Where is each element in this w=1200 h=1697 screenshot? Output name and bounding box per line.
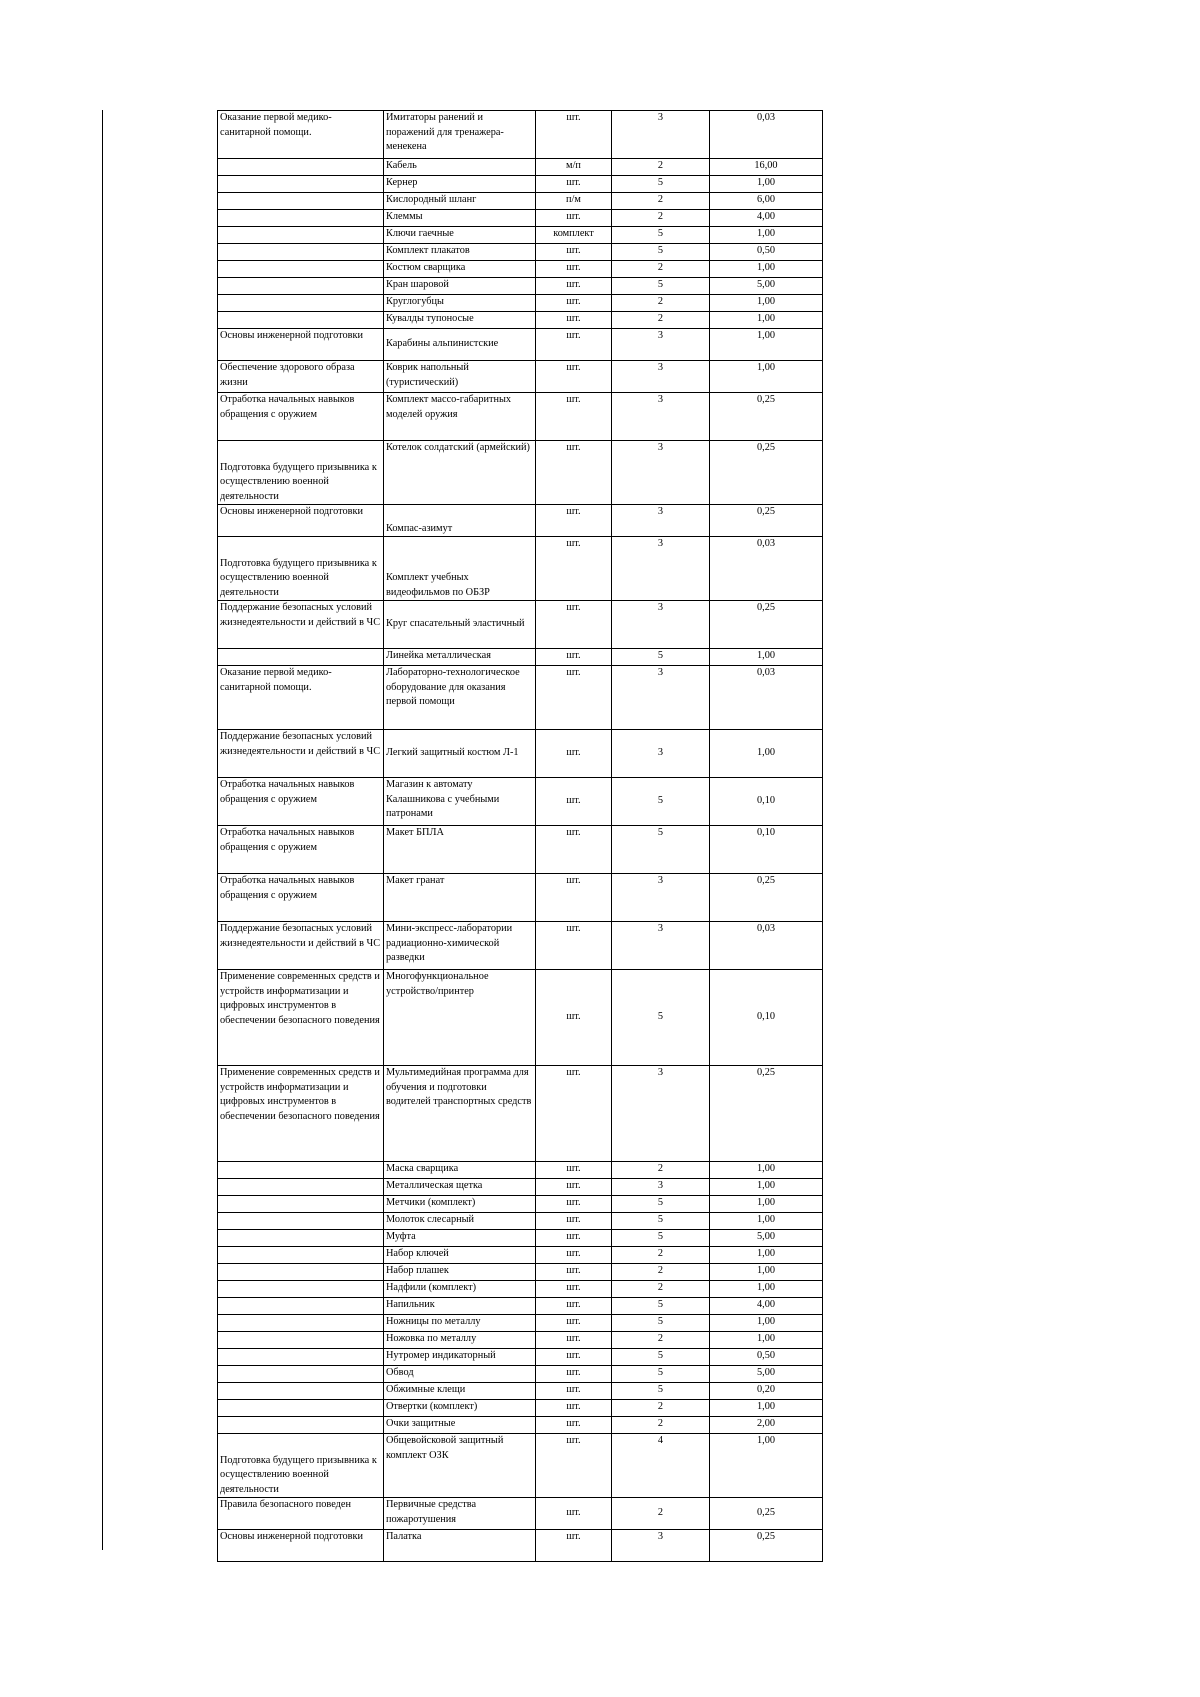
unit-cell: шт. [536,244,612,261]
quantity-cell: 3 [612,393,710,441]
norm-cell: 5,00 [710,278,823,295]
section-cell [218,1383,384,1400]
quantity-cell: 3 [612,922,710,970]
item-name-cell: Очки защитные [384,1417,536,1434]
unit-cell: шт. [536,1196,612,1213]
quantity-cell: 3 [612,111,710,159]
norm-cell: 16,00 [710,159,823,176]
table-row [218,970,823,1066]
norm-cell: 1,00 [710,1400,823,1417]
section-cell: Применение современных средств и устройств информатизации и цифровых инструментов в обеспечении безопасного поведения [218,1066,384,1162]
quantity-cell: 2 [612,261,710,278]
section-cell: Подготовка будущего призывника к осуществлению военной деятельности [218,441,384,505]
item-name-cell: Ключи гаечные [384,227,536,244]
quantity-cell: 5 [612,1315,710,1332]
section-cell [218,159,384,176]
section-cell [218,261,384,278]
norm-cell: 0,10 [710,970,823,1066]
section-cell [218,1298,384,1315]
norm-cell: 0,25 [710,1530,823,1562]
table-row [218,537,823,601]
item-name-cell: Круг спасательный эластичный [384,601,536,649]
unit-cell: шт. [536,176,612,193]
item-name-cell: Имитаторы ранений и поражений для тренажера-менекена [384,111,536,159]
section-cell [218,1400,384,1417]
table-row [218,278,823,295]
norm-cell: 1,00 [710,1264,823,1281]
section-cell: Отработка начальных навыков обращения с оружием [218,778,384,826]
item-name-cell: Металлическая щетка [384,1179,536,1196]
quantity-cell: 5 [612,176,710,193]
norm-cell: 5,00 [710,1230,823,1247]
section-cell [218,176,384,193]
unit-cell: шт. [536,649,612,666]
section-cell: Оказание первой медико-санитарной помощи. [218,111,384,159]
item-name-cell: Обжимные клещи [384,1383,536,1400]
quantity-cell: 2 [612,1247,710,1264]
quantity-cell: 5 [612,970,710,1066]
quantity-cell: 2 [612,1162,710,1179]
table-row [218,1230,823,1247]
unit-cell: шт. [536,1162,612,1179]
table-row [218,730,823,778]
table-row [218,1434,823,1498]
section-cell: Поддержание безопасных условий жизнедеятельности и действий в ЧС [218,922,384,970]
section-cell: Поддержание безопасных условий жизнедеятельности и действий в ЧС [218,730,384,778]
section-cell [218,1315,384,1332]
item-name-cell: Общевойсковой защитный комплект ОЗК [384,1434,536,1498]
norm-cell: 1,00 [710,329,823,361]
table-row [218,666,823,730]
norm-cell: 1,00 [710,649,823,666]
norm-cell: 1,00 [710,295,823,312]
quantity-cell: 3 [612,601,710,649]
norm-cell: 1,00 [710,361,823,393]
item-name-cell: Макет БПЛА [384,826,536,874]
unit-cell: шт. [536,210,612,227]
section-cell: Подготовка будущего призывника к осуществлению военной деятельности [218,1434,384,1498]
section-cell [218,1247,384,1264]
unit-cell: шт. [536,1281,612,1298]
section-cell: Поддержание безопасных условий жизнедеятельности и действий в ЧС [218,601,384,649]
item-name-cell: Надфили (комплект) [384,1281,536,1298]
table-row [218,874,823,922]
unit-cell: шт. [536,1298,612,1315]
item-name-cell: Мини-экспресс-лаборатории радиационно-химической разведки [384,922,536,970]
norm-cell: 0,20 [710,1383,823,1400]
quantity-cell: 5 [612,649,710,666]
quantity-cell: 2 [612,1264,710,1281]
section-cell [218,193,384,210]
table-row [218,1530,823,1562]
item-name-cell: Макет гранат [384,874,536,922]
quantity-cell: 3 [612,1179,710,1196]
section-cell [218,1332,384,1349]
table-row [218,329,823,361]
unit-cell: шт. [536,730,612,778]
item-name-cell: Лабораторно-технологическое оборудование для оказания первой помощи [384,666,536,730]
norm-cell: 0,03 [710,922,823,970]
norm-cell: 1,00 [710,730,823,778]
quantity-cell: 3 [612,537,710,601]
item-name-cell: Магазин к автомату Калашникова с учебными патронами [384,778,536,826]
item-name-cell: Ножницы по металлу [384,1315,536,1332]
item-name-cell: Ножовка по металлу [384,1332,536,1349]
table-row [218,227,823,244]
section-cell [218,244,384,261]
item-name-cell: Коврик напольный (туристический) [384,361,536,393]
item-name-cell: Кислородный шланг [384,193,536,210]
unit-cell: шт. [536,1366,612,1383]
unit-cell: шт. [536,361,612,393]
norm-cell: 1,00 [710,176,823,193]
table-row [218,193,823,210]
norm-cell: 0,25 [710,441,823,505]
norm-cell: 1,00 [710,1179,823,1196]
quantity-cell: 5 [612,1230,710,1247]
table-row [218,361,823,393]
section-cell: Отработка начальных навыков обращения с оружием [218,393,384,441]
unit-cell: шт. [536,278,612,295]
section-cell [218,1366,384,1383]
unit-cell: м/п [536,159,612,176]
table-row [218,1383,823,1400]
norm-cell: 0,25 [710,393,823,441]
norm-cell: 0,50 [710,1349,823,1366]
table-row [218,649,823,666]
norm-cell: 6,00 [710,193,823,210]
table-row [218,159,823,176]
unit-cell: шт. [536,601,612,649]
quantity-cell: 3 [612,361,710,393]
table-row [218,1213,823,1230]
unit-cell: шт. [536,874,612,922]
quantity-cell: 5 [612,1196,710,1213]
norm-cell: 1,00 [710,312,823,329]
section-cell [218,1349,384,1366]
table-row [218,1400,823,1417]
table-row [218,1417,823,1434]
unit-cell: шт. [536,778,612,826]
table-row [218,505,823,537]
norm-cell: 1,00 [710,227,823,244]
unit-cell: шт. [536,1213,612,1230]
equipment-table [217,110,823,1562]
quantity-cell: 5 [612,244,710,261]
item-name-cell: Отвертки (комплект) [384,1400,536,1417]
unit-cell: шт. [536,295,612,312]
unit-cell: шт. [536,1247,612,1264]
quantity-cell: 2 [612,193,710,210]
item-name-cell: Кувалды тупоносые [384,312,536,329]
item-name-cell: Линейка металлическая [384,649,536,666]
unit-cell: шт. [536,1179,612,1196]
item-name-cell: Маска сварщика [384,1162,536,1179]
table-row [218,1366,823,1383]
table-row [218,1349,823,1366]
quantity-cell: 2 [612,1281,710,1298]
unit-cell: комплект [536,227,612,244]
norm-cell: 1,00 [710,1332,823,1349]
table-row [218,1179,823,1196]
norm-cell: 0,25 [710,505,823,537]
unit-cell: шт. [536,312,612,329]
item-name-cell: Карабины альпинистские [384,329,536,361]
section-cell [218,1417,384,1434]
table-row [218,922,823,970]
section-cell: Отработка начальных навыков обращения с оружием [218,826,384,874]
norm-cell: 1,00 [710,1213,823,1230]
quantity-cell: 3 [612,329,710,361]
unit-cell: шт. [536,922,612,970]
norm-cell: 4,00 [710,1298,823,1315]
item-name-cell: Круглогубцы [384,295,536,312]
quantity-cell: 5 [612,1383,710,1400]
item-name-cell: Набор плашек [384,1264,536,1281]
section-cell [218,1162,384,1179]
quantity-cell: 3 [612,441,710,505]
unit-cell: шт. [536,1315,612,1332]
section-cell [218,1281,384,1298]
section-cell [218,227,384,244]
unit-cell: шт. [536,1530,612,1562]
table-row [218,393,823,441]
quantity-cell: 2 [612,1400,710,1417]
unit-cell: шт. [536,826,612,874]
section-cell [218,278,384,295]
unit-cell: шт. [536,261,612,278]
quantity-cell: 5 [612,1349,710,1366]
section-cell [218,1230,384,1247]
quantity-cell: 2 [612,1417,710,1434]
norm-cell: 2,00 [710,1417,823,1434]
item-name-cell: Многофункциональное устройство/принтер [384,970,536,1066]
item-name-cell: Кран шаровой [384,278,536,295]
table-row [218,441,823,505]
section-cell [218,312,384,329]
unit-cell: шт. [536,441,612,505]
table-row [218,601,823,649]
section-cell: Подготовка будущего призывника к осуществлению военной деятельности [218,537,384,601]
item-name-cell: Костюм сварщика [384,261,536,278]
norm-cell: 0,25 [710,1066,823,1162]
table-row [218,1162,823,1179]
table-row [218,826,823,874]
unit-cell: шт. [536,1332,612,1349]
table-row [218,295,823,312]
norm-cell: 0,10 [710,778,823,826]
unit-cell: шт. [536,505,612,537]
table-row [218,778,823,826]
unit-cell: п/м [536,193,612,210]
norm-cell: 0,25 [710,874,823,922]
unit-cell: шт. [536,1498,612,1530]
item-name-cell: Напильник [384,1298,536,1315]
table-row [218,261,823,278]
quantity-cell: 2 [612,312,710,329]
norm-cell: 0,10 [710,826,823,874]
item-name-cell: Набор ключей [384,1247,536,1264]
unit-cell: шт. [536,1417,612,1434]
quantity-cell: 2 [612,1332,710,1349]
item-name-cell: Котелок солдатский (армейский) [384,441,536,505]
item-name-cell: Компас-азимут [384,505,536,537]
item-name-cell: Палатка [384,1530,536,1562]
table-row [218,210,823,227]
item-name-cell: Комплект плакатов [384,244,536,261]
quantity-cell: 5 [612,826,710,874]
table-row [218,1264,823,1281]
quantity-cell: 3 [612,666,710,730]
quantity-cell: 5 [612,227,710,244]
section-cell: Отработка начальных навыков обращения с оружием [218,874,384,922]
table-row [218,1298,823,1315]
norm-cell: 4,00 [710,210,823,227]
table-row [218,1281,823,1298]
quantity-cell: 3 [612,874,710,922]
quantity-cell: 3 [612,505,710,537]
unit-cell: шт. [536,1400,612,1417]
quantity-cell: 2 [612,210,710,227]
item-name-cell: Обвод [384,1366,536,1383]
unit-cell: шт. [536,1230,612,1247]
section-cell: Основы инженерной подготовки [218,1530,384,1562]
norm-cell: 1,00 [710,1281,823,1298]
quantity-cell: 4 [612,1434,710,1498]
norm-cell: 0,03 [710,111,823,159]
section-cell [218,295,384,312]
section-cell: Применение современных средств и устройств информатизации и цифровых инструментов в обеспечении безопасного поведения [218,970,384,1066]
norm-cell: 1,00 [710,261,823,278]
quantity-cell: 5 [612,778,710,826]
quantity-cell: 5 [612,278,710,295]
norm-cell: 1,00 [710,1247,823,1264]
item-name-cell: Кабель [384,159,536,176]
quantity-cell: 3 [612,1530,710,1562]
table-row [218,1196,823,1213]
unit-cell: шт. [536,1383,612,1400]
norm-cell: 5,00 [710,1366,823,1383]
quantity-cell: 2 [612,159,710,176]
unit-cell: шт. [536,537,612,601]
norm-cell: 1,00 [710,1162,823,1179]
table-row [218,1247,823,1264]
unit-cell: шт. [536,1066,612,1162]
quantity-cell: 2 [612,1498,710,1530]
norm-cell: 1,00 [710,1434,823,1498]
equipment-table-body [218,111,823,1562]
unit-cell: шт. [536,393,612,441]
quantity-cell: 5 [612,1366,710,1383]
quantity-cell: 5 [612,1298,710,1315]
section-cell: Основы инженерной подготовки [218,505,384,537]
unit-cell: шт. [536,111,612,159]
section-cell [218,210,384,227]
item-name-cell: Мультимедийная программа для обучения и подготовки водителей транспортных средств [384,1066,536,1162]
section-cell [218,649,384,666]
section-cell: Оказание первой медико-санитарной помощи. [218,666,384,730]
quantity-cell: 3 [612,730,710,778]
norm-cell: 0,25 [710,601,823,649]
section-cell [218,1213,384,1230]
norm-cell: 0,03 [710,666,823,730]
left-margin-rule [102,110,103,1550]
unit-cell: шт. [536,666,612,730]
item-name-cell: Легкий защитный костюм Л-1 [384,730,536,778]
item-name-cell: Молоток слесарный [384,1213,536,1230]
quantity-cell: 5 [612,1213,710,1230]
item-name-cell: Первичные средства пожаротушения [384,1498,536,1530]
item-name-cell: Кернер [384,176,536,193]
norm-cell: 1,00 [710,1315,823,1332]
table-row [218,111,823,159]
unit-cell: шт. [536,970,612,1066]
item-name-cell: Клеммы [384,210,536,227]
quantity-cell: 3 [612,1066,710,1162]
table-row [218,1498,823,1530]
item-name-cell: Комплект учебных видеофильмов по ОБЗР [384,537,536,601]
norm-cell: 0,25 [710,1498,823,1530]
section-cell: Обеспечение здорового образа жизни [218,361,384,393]
unit-cell: шт. [536,1264,612,1281]
section-cell: Основы инженерной подготовки [218,329,384,361]
unit-cell: шт. [536,1349,612,1366]
table-row [218,244,823,261]
section-cell: Правила безопасного поведен [218,1498,384,1530]
norm-cell: 0,03 [710,537,823,601]
table-row [218,312,823,329]
item-name-cell: Нутромер индикаторный [384,1349,536,1366]
quantity-cell: 2 [612,295,710,312]
table-row [218,1066,823,1162]
unit-cell: шт. [536,329,612,361]
table-row [218,1315,823,1332]
table-row [218,1332,823,1349]
table-row [218,176,823,193]
item-name-cell: Муфта [384,1230,536,1247]
section-cell [218,1179,384,1196]
section-cell [218,1196,384,1213]
item-name-cell: Метчики (комплект) [384,1196,536,1213]
unit-cell: шт. [536,1434,612,1498]
item-name-cell: Комплект массо-габаритных моделей оружия [384,393,536,441]
section-cell [218,1264,384,1281]
norm-cell: 1,00 [710,1196,823,1213]
norm-cell: 0,50 [710,244,823,261]
